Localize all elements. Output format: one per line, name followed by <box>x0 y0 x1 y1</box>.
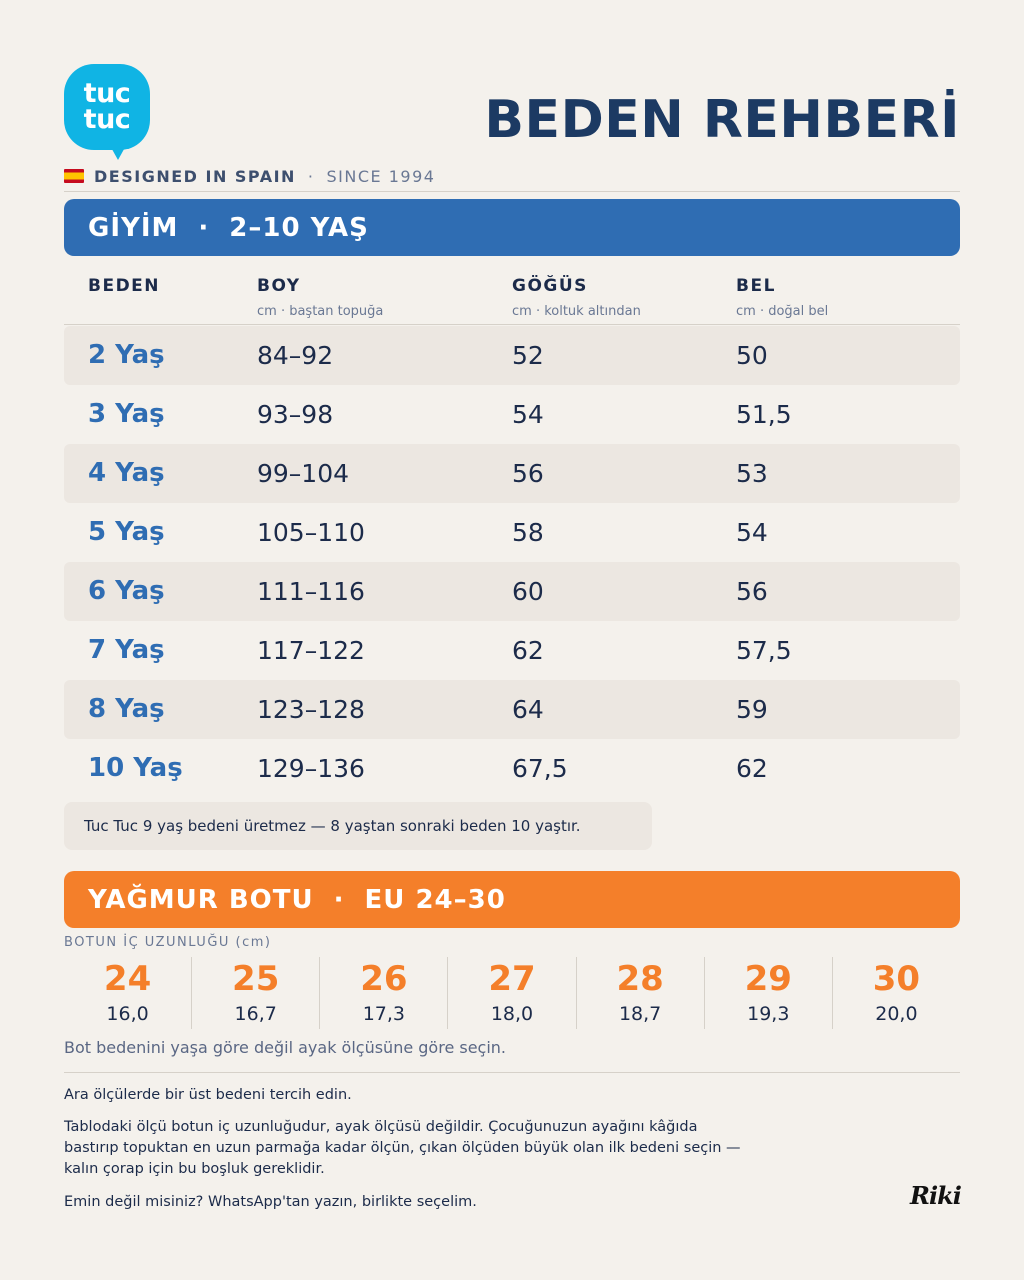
table-row <box>64 621 960 680</box>
chest-cell: 52 <box>512 341 544 370</box>
boot-eu-size: 24 <box>103 959 152 999</box>
table-row <box>64 739 960 798</box>
column-subtitle: cm · koltuk altından <box>512 304 641 319</box>
table-row <box>64 444 960 503</box>
header-divider <box>64 191 960 192</box>
height-cell: 93–98 <box>257 400 334 429</box>
boot-eu-size: 27 <box>488 959 536 999</box>
chest-cell: 64 <box>512 695 544 724</box>
size-guide-page <box>64 0 960 1280</box>
boots-section-title: YAĞMUR BOTU <box>88 884 314 915</box>
waist-cell: 56 <box>736 577 768 606</box>
waist-cell: 53 <box>736 459 768 488</box>
boot-eu-size: 29 <box>744 959 792 999</box>
riki-signature-logo: Riki <box>910 1181 961 1210</box>
boot-size-item <box>64 957 191 1029</box>
size-cell: 5 Yaş <box>88 517 165 547</box>
height-cell: 111–116 <box>257 577 365 606</box>
boot-size-item <box>319 957 447 1029</box>
clothing-section-banner <box>64 199 960 256</box>
size-cell: 7 Yaş <box>88 635 165 665</box>
height-cell: 117–122 <box>257 636 365 665</box>
boot-inner-length: 16,7 <box>234 1003 277 1025</box>
chest-cell: 54 <box>512 400 544 429</box>
height-cell: 99–104 <box>257 459 350 488</box>
clothing-age-range: 2–10 YAŞ <box>229 212 369 243</box>
boot-eu-size: 26 <box>360 959 408 999</box>
footer-divider <box>64 1072 960 1073</box>
waist-cell: 54 <box>736 518 768 547</box>
tip-between-sizes: Ara ölçülerde bir üst bedeni tercih edin. <box>64 1087 352 1103</box>
waist-cell: 59 <box>736 695 768 724</box>
chest-cell: 60 <box>512 577 544 606</box>
brand-tagline <box>64 166 435 186</box>
page-title: BEDEN REHBERİ <box>484 90 960 150</box>
boot-selection-note: Bot bedenini yaşa göre değil ayak ölçüsüne göre seçin. <box>64 1038 507 1057</box>
logo-line-1: tuc <box>83 78 131 109</box>
column-subtitle: cm · baştan topuğa <box>257 304 384 319</box>
boot-size-item <box>191 957 319 1029</box>
boot-inner-length: 20,0 <box>875 1003 918 1025</box>
height-cell: 84–92 <box>257 341 334 370</box>
boot-inner-length: 17,3 <box>362 1003 405 1025</box>
column-name: GÖĞÜS <box>512 276 588 296</box>
column-header-beden <box>88 276 160 296</box>
since-text: SINCE 1994 <box>326 166 436 186</box>
column-subtitle: cm · doğal bel <box>736 304 829 319</box>
size-cell: 8 Yaş <box>88 694 165 724</box>
chest-cell: 67,5 <box>512 754 568 783</box>
column-header-gogus <box>512 276 641 319</box>
boot-inner-length: 16,0 <box>106 1003 149 1025</box>
size-cell: 10 Yaş <box>88 753 183 783</box>
boot-eu-size: 28 <box>616 959 664 999</box>
boot-inner-length: 18,7 <box>618 1003 662 1025</box>
boot-size-item <box>704 957 832 1029</box>
logo-line-2: tuc <box>83 104 131 135</box>
table-row <box>64 326 960 385</box>
size-cell: 6 Yaş <box>88 576 165 606</box>
height-cell: 129–136 <box>257 754 365 783</box>
chest-cell: 58 <box>512 518 544 547</box>
column-name: BEDEN <box>88 276 161 296</box>
size-table-body <box>64 326 960 798</box>
boot-length-label: BOTUN İÇ UZUNLUĞU (cm) <box>64 935 272 950</box>
boot-size-item <box>576 957 704 1029</box>
column-name: BEL <box>736 276 776 296</box>
boot-size-item <box>832 957 960 1029</box>
height-cell: 123–128 <box>257 695 365 724</box>
column-name: BOY <box>257 276 301 296</box>
boot-size-item <box>447 957 575 1029</box>
boots-size-range: EU 24–30 <box>364 884 506 915</box>
tip-measure-foot: Tablodaki ölçü botun iç uzunluğudur, ayak ölçüsü değildir. Çocuğunuzun ayağını kâğıda bastırıp topuktan en uzun parmağa kadar ölçün, çıkan ölçüden büyük olan ilk bedeni seçin — kalın çorap için bu boşluk gereklidir. <box>64 1119 741 1177</box>
column-header-boy <box>257 276 383 319</box>
table-row <box>64 503 960 562</box>
table-row <box>64 385 960 444</box>
size-cell: 2 Yaş <box>88 340 165 370</box>
table-row <box>64 680 960 739</box>
spain-flag-icon <box>64 169 84 183</box>
size-nine-note: Tuc Tuc 9 yaş bedeni üretmez — 8 yaştan sonraki beden 10 yaştır. <box>64 802 652 850</box>
size-table-header <box>64 270 960 325</box>
waist-cell: 57,5 <box>736 636 792 665</box>
boot-size-list <box>64 957 960 1029</box>
clothing-section-title: GİYİM <box>88 212 179 243</box>
waist-cell: 51,5 <box>736 400 792 429</box>
boots-section-banner <box>64 871 960 928</box>
clothing-banner-separator: · <box>198 212 210 243</box>
chest-cell: 62 <box>512 636 544 665</box>
size-cell: 4 Yaş <box>88 458 165 488</box>
designed-in-text: DESIGNED IN SPAIN <box>94 166 296 186</box>
boot-inner-length: 19,3 <box>747 1003 790 1025</box>
height-cell: 105–110 <box>257 518 365 547</box>
waist-cell: 62 <box>736 754 768 783</box>
boot-eu-size: 30 <box>872 959 921 999</box>
boots-banner-separator: · <box>333 884 345 915</box>
tip-whatsapp: Emin değil misiniz? WhatsApp'tan yazın, birlikte seçelim. <box>64 1194 477 1210</box>
boot-eu-size: 25 <box>232 959 280 999</box>
tagline-separator: · <box>307 166 315 186</box>
waist-cell: 50 <box>736 341 768 370</box>
size-cell: 3 Yaş <box>88 399 165 429</box>
boot-inner-length: 18,0 <box>490 1003 534 1025</box>
tuctuc-logo <box>64 64 150 150</box>
table-row <box>64 562 960 621</box>
chest-cell: 56 <box>512 459 544 488</box>
column-header-bel <box>736 276 828 319</box>
